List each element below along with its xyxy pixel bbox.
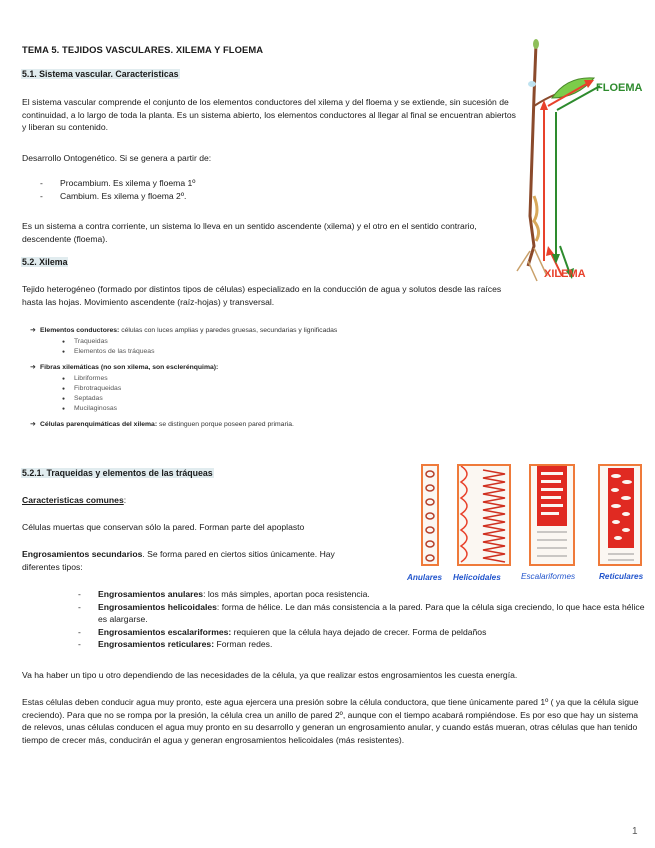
plant-xilema-floema-figure	[512, 36, 655, 286]
arrow-item-parenquimaticas: ➜ Células parenquimáticas del xilema: se distinguen porque poseen pared primaria.	[30, 421, 294, 428]
paragraph-xilema: Tejido heterogéneo (formado por distintos tipos de células) especializado en la conducción de agua y solutos desde las raíces hasta las hojas. Movimiento ascendente (raíz-hojas) y transversal.	[22, 284, 502, 307]
section-heading-5-2: 5.2. Xilema	[22, 257, 68, 267]
arrow-right-icon: ➜	[30, 421, 36, 428]
list-item: ● Libriformes	[62, 374, 337, 384]
list-engrosamientos	[60, 588, 645, 651]
paragraph-relevos: Estas células deben conducir agua muy pronto, este agua ejercera una presión sobre la célula conductora, que tiene únicamente pared 1º ( ya que la célula sigue creciendo). Para que no se rompa por la presión, la célula crea un anillo de pared 2º, aunque con el tiempo acabará rompiéndose. Es por eso que hay un sistema de relevos, unas células conducen el agua muy pronto en su desarrollo y generan un engrosamiento anular, y cuando estás mueran, otras células que han tenido tiempo de crecer más, conducirán el agua y generan engrosamientos helicoidales (más resistentes).	[22, 697, 639, 745]
paragraph-engrosamientos: Engrosamientos secundarios. Se forma pared en ciertos sitios únicamente. Hay diferentes tipos:	[22, 549, 335, 572]
paragraph-celulas-muertas: Células muertas que conservan sólo la pared. Forman parte del apoplasto	[22, 522, 305, 532]
arrow-item-elementos: ➜ Elementos conductores: células con luces amplias y paredes gruesas, secundarias y lignificadas ● Traqueidas ● Elementos de las tráqueas	[30, 326, 337, 357]
paragraph-energia: Va ha haber un tipo u otro dependiendo de las necesidades de la célula, ya que realizar estos engrosamientos les cuesta energía.	[22, 670, 518, 680]
reticulate-thickening-icon	[598, 464, 642, 566]
page-number: 1	[632, 826, 638, 837]
section-heading-5-2-1: 5.2.1. Traqueidas y elementos de las tráqueas	[22, 468, 213, 478]
plant-illustration-icon	[512, 36, 655, 286]
xilema-components	[30, 326, 337, 430]
arrow-item-fibras: ➜ Fibras xilemáticas (no son xilema, son esclerénquima): ● Libriformes ● Fibrotraqueidas ● Septadas ● Mucilaginosas	[30, 363, 337, 414]
arrow-right-icon: ➜	[30, 327, 36, 334]
list-item: ● Elementos de las tráqueas	[62, 347, 337, 357]
floema-label: FLOEMA	[596, 82, 643, 94]
label-escalariformes: Escalariformes	[521, 572, 576, 581]
list-item: - Engrosamientos anulares: los más simples, aportan poca resistencia.	[60, 588, 645, 601]
list-item: - Engrosamientos reticulares: Forman redes.	[60, 638, 645, 651]
document-title: TEMA 5. TEJIDOS VASCULARES. XILEMA Y FLOEMA	[22, 44, 264, 55]
scalariform-thickening-icon	[529, 464, 575, 566]
list-item: - Procambium. Es xilema y floema 1º	[22, 177, 522, 190]
list-item: ● Fibrotraqueidas	[62, 384, 337, 394]
paragraph-contra-corriente: Es un sistema a contra corriente, un sistema lo lleva en un sentido ascendente (xilema) y el otro en el sentido contrario, descendente (floema).	[22, 221, 477, 244]
helical-thickening-icon	[457, 464, 511, 566]
list-item: ● Traqueidas	[62, 337, 337, 347]
list-item: - Engrosamientos helicoidales: forma de hélice. Le dan más consistencia a la pared. Para que la célula siga creciendo, lo que hace esta hélice es alargarse.	[60, 601, 645, 626]
annular-thickening-icon	[421, 464, 439, 566]
list-item: - Cambium. Es xilema y floema 2º.	[22, 190, 522, 203]
list-item: ● Mucilaginosas	[62, 404, 337, 414]
arrow-right-icon: ➜	[30, 364, 36, 371]
list-desarrollo	[22, 177, 522, 202]
label-helicoidales: Helicoidales	[453, 573, 501, 582]
xilema-label: XILEMA	[544, 268, 586, 280]
thickenings-figure	[405, 460, 655, 585]
paragraph-desarrollo: Desarrollo Ontogenético. Si se genera a partir de:	[22, 153, 212, 163]
list-item: - Engrosamientos escalariformes: requieren que la célula haya dejado de crecer. Forma de peldaños	[60, 626, 645, 639]
label-anulares: Anulares	[407, 573, 443, 582]
label-reticulares: Reticulares	[599, 572, 644, 581]
subheading-caracteristicas: Caracteristicas comunes:	[22, 495, 127, 505]
paragraph-sistema-vascular: El sistema vascular comprende el conjunto de los elementos conductores del xilema y del floema y se extiende, sin sucesión de continuidad, a lo largo de toda la planta. Es un sistema abierto, los elementos conductores al llegar al final se encuentran abiertos y liberan su contenido.	[22, 97, 516, 133]
list-item: ● Septadas	[62, 394, 337, 404]
section-heading-5-1: 5.1. Sistema vascular. Caracteristicas	[22, 69, 179, 79]
